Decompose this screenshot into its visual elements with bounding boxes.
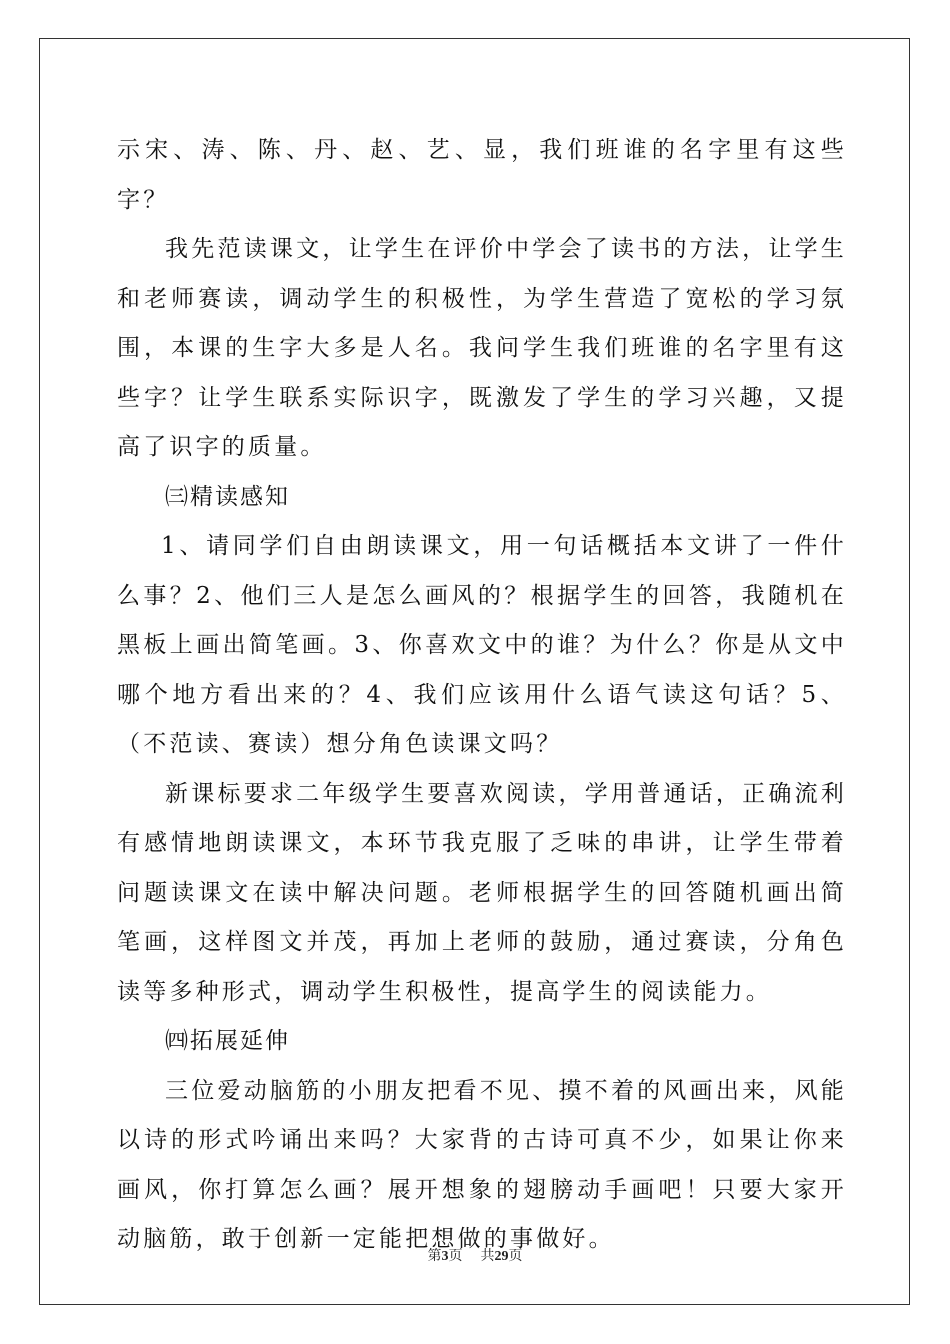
total-prefix: 共 bbox=[480, 1248, 495, 1264]
page-prefix: 第 bbox=[427, 1248, 442, 1264]
section-heading-3: ㈢精读感知 bbox=[165, 483, 290, 510]
paragraph-4: 1、请同学们自由朗读课文，用一句话概括本文讲了一件什么事？2、他们三人是怎么画风的？根据学生的回答，我随机在黑板上画出简笔画。3、你喜欢文中的谁？为什么？你是从文中哪个地方看出来的？4、我们应该用什么语气读这句话？5、（不范读、赛读）想分角色读课文吗？ bbox=[117, 533, 847, 757]
page-suffix: 页 bbox=[448, 1248, 463, 1264]
total-pages: 29 bbox=[494, 1249, 509, 1264]
page-footer bbox=[0, 1245, 950, 1265]
paragraph-7: 三位爱动脑筋的小朋友把看不见、摸不着的风画出来，风能以诗的形式吟诵出来吗？大家背的古诗可真不少，如果让你来画风，你打算怎么画？展开想象的翅膀动手画吧！只要大家开动脑筋，敢于创新一定能把想做的事做好。 bbox=[117, 1077, 847, 1252]
section-heading-4: ㈣拓展延伸 bbox=[165, 1028, 290, 1054]
total-suffix: 页 bbox=[508, 1248, 523, 1264]
paragraph-1: 示宋、涛、陈、丹、赵、艺、显，我们班谁的名字里有这些字？ bbox=[117, 137, 847, 213]
paragraph-5: 新课标要求二年级学生要喜欢阅读，学用普通话，正确流利有感情地朗读课文，本环节我克服了乏味的串讲，让学生带着问题读课文在读中解决问题。老师根据学生的回答随机画出简笔画，这样图文并茂，再加上老师的鼓励，通过赛读，分角色读等多种形式，调动学生积极性，提高学生的阅读能力。 bbox=[117, 780, 847, 1005]
paragraph-2: 我先范读课文，让学生在评价中学会了读书的方法，让学生和老师赛读，调动学生的积极性，为学生营造了宽松的学习氛围，本课的生字大多是人名。我问学生我们班谁的名字里有这些字？让学生联系实际识字，既激发了学生的学习兴趣，又提高了识字的质量。 bbox=[117, 236, 847, 460]
document-body bbox=[117, 126, 847, 1265]
page-number: 3 bbox=[441, 1249, 449, 1264]
